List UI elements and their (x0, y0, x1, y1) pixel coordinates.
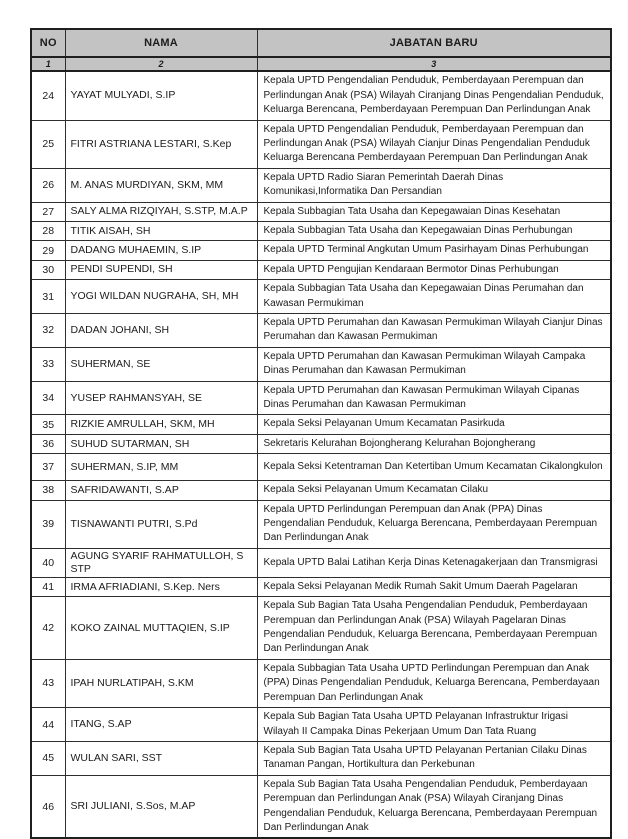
cell-nama: PENDI SUPENDI, SH (65, 260, 257, 279)
table-row (31, 347, 611, 381)
cell-no: 37 (31, 454, 65, 481)
cell-jabatan-baru: Kepala UPTD Balai Latihan Kerja Dinas Ketenagakerjaan dan Transmigrasi (257, 548, 611, 577)
cell-no: 45 (31, 741, 65, 775)
cell-nama: AGUNG SYARIF RAHMATULLOH, S STP (65, 548, 257, 577)
table-row (31, 548, 611, 577)
cell-no: 38 (31, 481, 65, 500)
cell-nama: IRMA AFRIADIANI, S.Kep. Ners (65, 577, 257, 596)
table-row (31, 741, 611, 775)
cell-jabatan-baru: Kepala Seksi Pelayanan Umum Kecamatan Pasirkuda (257, 415, 611, 434)
table-row (31, 659, 611, 707)
cell-jabatan-baru: Kepala Subbagian Tata Usaha dan Kepegawaian Dinas Perumahan dan Kawasan Permukiman (257, 280, 611, 314)
cell-no: 33 (31, 347, 65, 381)
cell-nama: FITRI ASTRIANA LESTARI, S.Kep (65, 120, 257, 168)
cell-no: 26 (31, 168, 65, 202)
cell-no: 27 (31, 202, 65, 221)
cell-jabatan-baru: Kepala UPTD Perumahan dan Kawasan Permukiman Wilayah Cianjur Dinas Perumahan dan Kawasan Permukiman (257, 313, 611, 347)
cell-no: 43 (31, 659, 65, 707)
cell-nama: SALY ALMA RIZQIYAH, S.STP, M.A.P (65, 202, 257, 221)
table-row (31, 313, 611, 347)
cell-jabatan-baru: Kepala UPTD Radio Siaran Pemerintah Daerah Dinas Komunikasi,Informatika Dan Persandian (257, 168, 611, 202)
table-row (31, 202, 611, 221)
table-body (31, 71, 611, 838)
cell-jabatan-baru: Kepala Subbagian Tata Usaha dan Kepegawaian Dinas Perhubungan (257, 221, 611, 240)
cell-no: 32 (31, 313, 65, 347)
table-row (31, 500, 611, 548)
cell-jabatan-baru: Kepala Seksi Pelayanan Umum Kecamatan Cilaku (257, 481, 611, 500)
cell-nama: DADANG MUHAEMIN, S.IP (65, 241, 257, 260)
table-row (31, 775, 611, 838)
cell-nama: IPAH NURLATIPAH, S.KM (65, 659, 257, 707)
header-no: NO (31, 29, 65, 57)
cell-no: 36 (31, 434, 65, 453)
cell-nama: KOKO ZAINAL MUTTAQIEN, S.IP (65, 597, 257, 660)
table-row (31, 434, 611, 453)
table-row (31, 577, 611, 596)
cell-no: 34 (31, 381, 65, 415)
cell-nama: SUHUD SUTARMAN, SH (65, 434, 257, 453)
cell-no: 35 (31, 415, 65, 434)
cell-jabatan-baru: Kepala UPTD Terminal Angkutan Umum Pasirhayam Dinas Perhubungan (257, 241, 611, 260)
cell-nama: TITIK AISAH, SH (65, 221, 257, 240)
table-row (31, 415, 611, 434)
cell-jabatan-baru: Kepala Sub Bagian Tata Usaha UPTD Pelayanan Infrastruktur Irigasi Wilayah II Campaka Dinas Pekerjaan Umum Dan Tata Ruang (257, 708, 611, 742)
cell-jabatan-baru: Kepala Subbagian Tata Usaha dan Kepegawaian Dinas Kesehatan (257, 202, 611, 221)
table-header (31, 29, 611, 71)
cell-nama: ITANG, S.AP (65, 708, 257, 742)
cell-no: 41 (31, 577, 65, 596)
table-row (31, 381, 611, 415)
cell-jabatan-baru: Kepala UPTD Perumahan dan Kawasan Permukiman Wilayah Cipanas Dinas Perumahan dan Kawasan Permukiman (257, 381, 611, 415)
cell-jabatan-baru: Kepala Sub Bagian Tata Usaha Pengendalian Penduduk, Pemberdayaan Perempuan dan Perlindungan Anak (PSA) Wilayah Pagelaran Dinas Pengendalian Penduduk, Keluarga Berencana, Pemberdayaan Perempuan Dan Perlindungan Anak (257, 597, 611, 660)
cell-no: 44 (31, 708, 65, 742)
cell-jabatan-baru: Kepala UPTD Pengendalian Penduduk, Pemberdayaan Perempuan dan Perlindungan Anak (PSA) Wilayah Ciranjang Dinas Pengendalian Penduduk, Keluarga Berencana, Pemberdayaan Perempuan Dan Perlindungan Anak (257, 71, 611, 120)
mutasi-table (30, 28, 612, 839)
cell-jabatan-baru: Kepala Seksi Ketentraman Dan Ketertiban Umum Kecamatan Cikalongkulon (257, 454, 611, 481)
table-row (31, 260, 611, 279)
table-row (31, 597, 611, 660)
header-row (31, 29, 611, 57)
cell-nama: SUHERMAN, S.IP, MM (65, 454, 257, 481)
cell-no: 31 (31, 280, 65, 314)
cell-no: 28 (31, 221, 65, 240)
cell-no: 25 (31, 120, 65, 168)
table-row (31, 71, 611, 120)
cell-nama: DADAN JOHANI, SH (65, 313, 257, 347)
header-nama: NAMA (65, 29, 257, 57)
cell-jabatan-baru: Kepala Subbagian Tata Usaha UPTD Perlindungan Perempuan dan Anak (PPA) Dinas Pengendalian Penduduk, Keluarga Berencana, Pemberdayaan Perempuan Dan Perlindungan Anak (257, 659, 611, 707)
cell-nama: SAFRIDAWANTI, S.AP (65, 481, 257, 500)
cell-nama: WULAN SARI, SST (65, 741, 257, 775)
column-number-1: 1 (31, 57, 65, 71)
cell-nama: SRI JULIANI, S.Sos, M.AP (65, 775, 257, 838)
cell-no: 40 (31, 548, 65, 577)
table-row (31, 454, 611, 481)
cell-nama: YAYAT MULYADI, S.IP (65, 71, 257, 120)
column-number-2: 2 (65, 57, 257, 71)
cell-no: 29 (31, 241, 65, 260)
table-row (31, 280, 611, 314)
cell-jabatan-baru: Kepala UPTD Perlindungan Perempuan dan Anak (PPA) Dinas Pengendalian Penduduk, Keluarga Berencana, Pemberdayaan Perempuan Dan Perlindungan Anak (257, 500, 611, 548)
cell-no: 42 (31, 597, 65, 660)
cell-jabatan-baru: Kepala UPTD Pengendalian Penduduk, Pemberdayaan Perempuan dan Perlindungan Anak (PSA) Wilayah Cianjur Dinas Pengendalian Penduduk Keluarga Berencana Pemberdayaan Perempuan Dan Perlindungan Anak (257, 120, 611, 168)
cell-no: 24 (31, 71, 65, 120)
table-row (31, 168, 611, 202)
cell-jabatan-baru: Kepala UPTD Pengujian Kendaraan Bermotor Dinas Perhubungan (257, 260, 611, 279)
cell-jabatan-baru: Kepala Sub Bagian Tata Usaha UPTD Pelayanan Pertanian Cilaku Dinas Tanaman Pangan, Hortikultura dan Perkebunan (257, 741, 611, 775)
cell-no: 46 (31, 775, 65, 838)
cell-nama: TISNAWANTI PUTRI, S.Pd (65, 500, 257, 548)
cell-no: 30 (31, 260, 65, 279)
cell-jabatan-baru: Sekretaris Kelurahan Bojongherang Kelurahan Bojongherang (257, 434, 611, 453)
cell-jabatan-baru: Kepala Seksi Pelayanan Medik Rumah Sakit Umum Daerah Pagelaran (257, 577, 611, 596)
cell-nama: M. ANAS MURDIYAN, SKM, MM (65, 168, 257, 202)
table-row (31, 120, 611, 168)
cell-jabatan-baru: Kepala Sub Bagian Tata Usaha Pengendalian Penduduk, Pemberdayaan Perempuan dan Perlindungan Anak (PSA) Wilayah Ciranjang Dinas Pengendalian Penduduk, Keluarga Berencana, Pemberdayaan Perempuan Dan Perlindungan Anak (257, 775, 611, 838)
cell-jabatan-baru: Kepala UPTD Perumahan dan Kawasan Permukiman Wilayah Campaka Dinas Perumahan dan Kawasan Permukiman (257, 347, 611, 381)
table-row (31, 241, 611, 260)
header-jabatan-baru: JABATAN BARU (257, 29, 611, 57)
cell-nama: YUSEP RAHMANSYAH, SE (65, 381, 257, 415)
column-number-3: 3 (257, 57, 611, 71)
cell-nama: YOGI WILDAN NUGRAHA, SH, MH (65, 280, 257, 314)
cell-nama: RIZKIE AMRULLAH, SKM, MH (65, 415, 257, 434)
cell-no: 39 (31, 500, 65, 548)
column-number-row (31, 57, 611, 71)
table-row (31, 221, 611, 240)
cell-nama: SUHERMAN, SE (65, 347, 257, 381)
table-row (31, 708, 611, 742)
table-row (31, 481, 611, 500)
